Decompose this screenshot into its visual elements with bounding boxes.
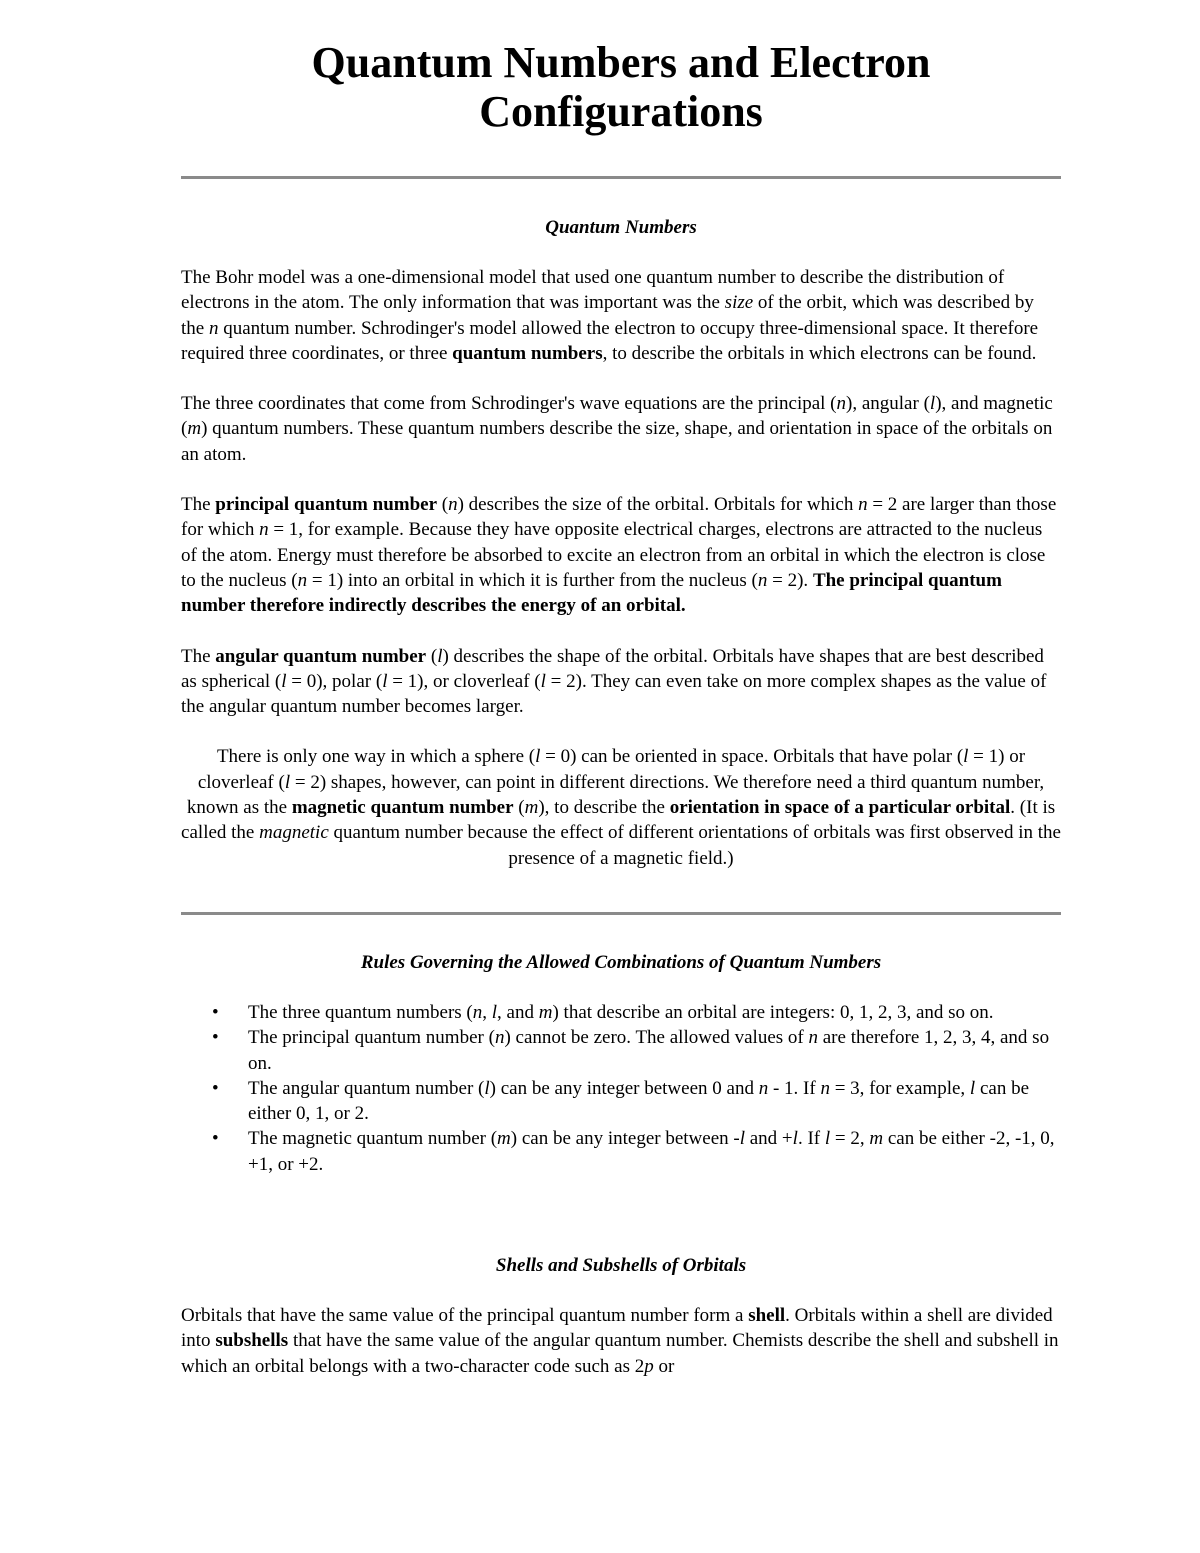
paragraph-three-coordinates: [181, 391, 1061, 467]
text-run: = 2).: [767, 569, 813, 591]
italic-text: size: [724, 292, 754, 314]
italic-text: n: [836, 393, 847, 415]
text-run: = 2). They can even take on more complex shapes as the value of the angular quantum number becomes larger.: [181, 670, 1047, 718]
italic-text: l: [491, 1001, 498, 1023]
text-run: ) describes the shape of the orbital. Orbitals have shapes that are best described as spherical (: [181, 645, 1044, 692]
list-item: [181, 1025, 1061, 1076]
italic-text: l: [540, 670, 546, 692]
italic-text: l: [535, 746, 541, 768]
text-run: ,: [482, 1001, 492, 1023]
paragraph-bohr-model: [181, 265, 1061, 366]
paragraph-magnetic-quantum-number: [181, 744, 1061, 870]
list-item: [181, 1076, 1061, 1127]
text-run: The Bohr model was a one-dimensional model that used one quantum number to describe the distribution of electrons in the atom. The only information that was important was the: [181, 267, 1005, 314]
italic-text: n: [758, 1077, 769, 1099]
bold-text: principal quantum number: [215, 494, 438, 516]
text-run: ) cannot be zero. The allowed values of: [504, 1027, 809, 1049]
text-run: . (It is called the: [181, 797, 1056, 844]
text-run: quantum number because the effect of different orientations of orbitals was first observed in the presence of a magnetic field.): [328, 822, 1061, 869]
italic-text: p: [644, 1355, 654, 1377]
text-run: = 2 are larger than those for which: [181, 494, 1057, 541]
quantum-numbers-heading: Quantum Numbers: [545, 217, 697, 238]
text-run: The: [181, 494, 216, 516]
italic-text: n: [472, 1001, 483, 1023]
text-run: quantum number. Schrodinger's model allowed the electron to occupy three-dimensional space. It therefore required three coordinates, or three: [181, 317, 1039, 364]
text-run: ) quantum numbers. These quantum numbers describe the size, shape, and orientation in space of the orbitals on an atom.: [181, 418, 1053, 465]
italic-text: n: [757, 569, 768, 591]
italic-text: l: [963, 746, 969, 768]
text-run: that have the same value of the angular quantum number. Chemists describe the shell and subshell in which an orbital belongs with a two-character code such as 2: [181, 1330, 1059, 1377]
italic-text: n: [494, 1027, 505, 1049]
text-run: Orbitals that have the same value of the principal quantum number form a: [181, 1305, 749, 1327]
bold-text: shell: [748, 1305, 786, 1327]
text-run: (: [426, 645, 438, 667]
italic-text: l: [739, 1128, 745, 1150]
text-run: - 1. If: [768, 1077, 821, 1099]
italic-text: m: [538, 1001, 553, 1023]
italic-text: l: [437, 645, 443, 667]
page-title: Quantum Numbers and Electron Configurations: [311, 38, 931, 136]
text-run: = 1) or cloverleaf (: [197, 746, 1026, 793]
text-run: = 1), or cloverleaf (: [387, 670, 541, 692]
text-run: = 2) shapes, however, can point in different directions. We therefore need a third quantum number, known as the: [186, 771, 1045, 819]
paragraph-principal-quantum-number: [181, 492, 1061, 618]
bold-text: magnetic quantum number: [291, 797, 514, 819]
text-run: ) can be any integer between 0 and: [489, 1077, 759, 1099]
text-run: ) describes the size of the orbital. Orbitals for which: [457, 494, 859, 516]
text-run: The angular quantum number (: [248, 1077, 485, 1099]
text-run: ) can be any integer between -: [510, 1128, 740, 1150]
text-run: = 1) into an orbital in which it is further from the nucleus (: [307, 569, 758, 591]
italic-text: n: [297, 569, 308, 591]
text-run: can be either -2, -1, 0, +1, or +2.: [248, 1128, 1055, 1175]
rules-list: [181, 1000, 1061, 1177]
text-run: = 0), polar (: [286, 670, 383, 692]
text-run: = 0) can be oriented in space. Orbitals that have polar (: [540, 746, 964, 768]
italic-text: l: [969, 1077, 976, 1099]
text-run: = 3, for example,: [829, 1077, 970, 1099]
italic-text: l: [484, 1077, 490, 1099]
text-run: The magnetic quantum number (: [248, 1128, 498, 1150]
text-run: (: [437, 494, 449, 516]
text-run: = 2,: [830, 1128, 870, 1150]
text-run: . Orbitals within a shell are divided into: [181, 1305, 1053, 1352]
text-run: The three coordinates that come from Schrodinger's wave equations are the principal (: [181, 393, 837, 415]
text-run: The: [181, 645, 216, 667]
italic-text: l: [792, 1128, 798, 1150]
bold-text: quantum numbers: [452, 342, 603, 364]
bold-text: angular quantum number: [215, 645, 427, 667]
text-run: are therefore 1, 2, 3, 4, and so on.: [248, 1027, 1050, 1074]
text-run: , and: [497, 1001, 539, 1023]
paragraph-shells: [181, 1303, 1061, 1379]
bold-text: The principal quantum number therefore indirectly describes the energy of an orbital.: [181, 569, 1002, 617]
text-run: ), and magnetic (: [181, 393, 1053, 440]
paragraph-angular-quantum-number: [181, 644, 1061, 720]
bold-text: orientation in space of a particular orbital: [669, 797, 1011, 819]
text-run: and +: [745, 1128, 793, 1150]
text-run: = 1, for example. Because they have opposite electrical charges, electrons are attracted to the nucleus of the atom. Energy must therefore be absorbed to excite an electron from an orbital in which the electron is close to the nucleus (: [181, 519, 1046, 591]
text-run: ) that describe an orbital are integers: 0, 1, 2, 3, and so on.: [552, 1001, 994, 1023]
bold-text: subshells: [215, 1330, 289, 1352]
italic-text: l: [281, 670, 287, 692]
italic-text: n: [858, 494, 868, 516]
italic-text: n: [808, 1027, 818, 1049]
list-item: [181, 1000, 1061, 1025]
text-run: The principal quantum number (: [248, 1027, 495, 1049]
italic-text: m: [497, 1128, 511, 1150]
italic-text: m: [187, 418, 202, 440]
italic-text: l: [382, 670, 388, 692]
italic-text: m: [524, 797, 539, 819]
shells-heading: Shells and Subshells of Orbitals: [495, 1255, 747, 1277]
italic-text: magnetic: [259, 822, 329, 844]
italic-text: n: [448, 494, 458, 516]
text-run: can be either 0, 1, or 2.: [248, 1077, 1030, 1125]
italic-text: l: [824, 1128, 831, 1150]
italic-text: m: [869, 1128, 884, 1150]
text-run: or: [653, 1355, 675, 1377]
italic-text: n: [820, 1077, 830, 1099]
italic-text: n: [259, 519, 269, 541]
rules-heading: Rules Governing the Allowed Combinations of Quantum Numbers: [360, 951, 882, 973]
italic-text: l: [284, 771, 291, 793]
text-run: . If: [797, 1128, 825, 1150]
text-run: There is only one way in which a sphere (: [216, 746, 536, 768]
text-run: (: [513, 797, 525, 819]
italic-text: n: [208, 317, 219, 339]
text-run: ), angular (: [846, 393, 930, 415]
list-item: [181, 1126, 1061, 1177]
text-run: , to describe the orbitals in which electrons can be found.: [602, 342, 1037, 364]
text-run: ), to describe the: [538, 797, 670, 819]
italic-text: l: [929, 393, 936, 415]
text-run: The three quantum numbers (: [248, 1001, 473, 1023]
text-run: of the orbit, which was described by the: [181, 292, 1034, 339]
document-page: [181, 0, 1061, 1379]
